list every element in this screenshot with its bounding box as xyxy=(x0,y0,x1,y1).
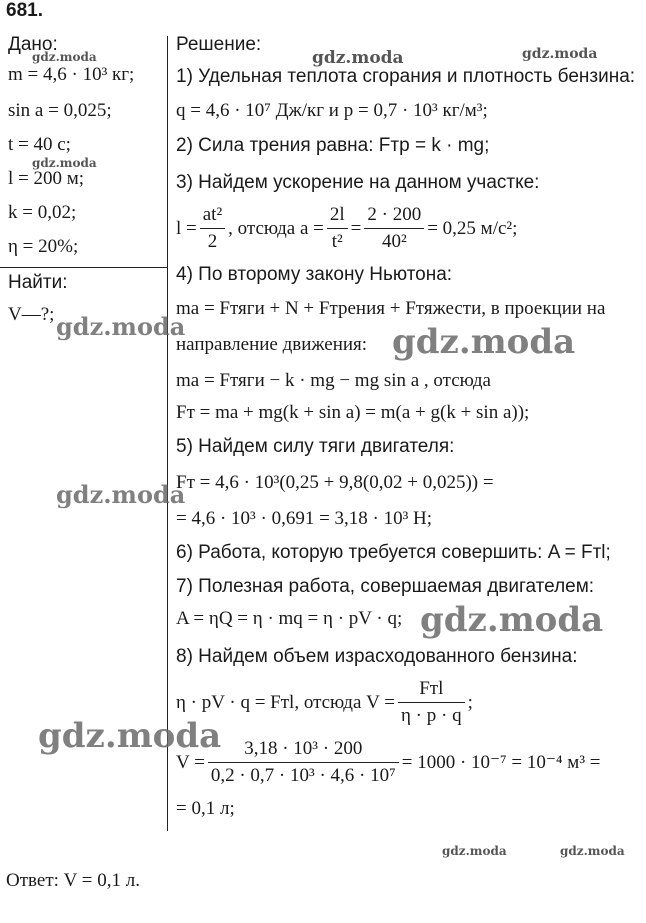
fraction-denominator: η · p · q xyxy=(400,705,462,726)
given-mass: m = 4,6 · 10³ кг; xyxy=(8,64,135,85)
given-header: Дано: xyxy=(8,34,58,55)
find-line: V—?; xyxy=(8,304,55,325)
watermark: gdz.moda xyxy=(312,48,404,68)
fraction-numerator: 2l xyxy=(327,202,348,229)
step-8-calc xyxy=(176,736,600,789)
step-5-line-1: Fт = 4,6 · 10³(0,25 + 9,8(0,02 + 0,025)) = xyxy=(176,472,494,493)
step-4-line-2: направление движения: xyxy=(176,334,368,355)
step-8-v: V = xyxy=(176,751,205,773)
step-4-line-3: ma = Fтяги − k · mg − mg sin a , отсюда xyxy=(176,370,491,391)
step-3: 3) Найдем ускорение на данном участке: xyxy=(176,172,540,193)
step-8-result: = 1000 · 10⁻⁷ = 10⁻⁴ м³ = xyxy=(401,752,601,773)
watermark: gdz.moda xyxy=(522,46,598,62)
watermark: gdz.moda xyxy=(56,312,186,341)
fraction-numerator: at² xyxy=(200,202,225,229)
fraction-numerator: Fтl xyxy=(398,676,465,703)
step-3-lhs: l = xyxy=(176,217,197,239)
fraction-numerator: 3,18 · 10³ · 200 xyxy=(208,736,399,763)
watermark: gdz.moda xyxy=(32,156,97,170)
watermark: gdz.moda xyxy=(420,600,604,640)
step-3-eq: = xyxy=(350,217,362,239)
step-4-line-1: ma = Fтяги + N + Fтрения + Fтяжести, в проекции на xyxy=(176,298,606,319)
step-6: 6) Работа, которую требуется совершить: A = Fтl; xyxy=(176,542,611,563)
fraction-denominator: 0,2 · 0,7 · 10³ · 4,6 · 10⁷ xyxy=(210,765,396,786)
find-header: Найти: xyxy=(8,272,68,293)
step-3-formula xyxy=(176,202,517,255)
step-8-semicolon: ; xyxy=(467,691,473,713)
answer: Ответ: V = 0,1 л. xyxy=(6,870,140,891)
watermark: gdz.moda xyxy=(392,322,576,362)
watermark: gdz.moda xyxy=(56,480,186,509)
given-k: k = 0,02; xyxy=(8,202,77,223)
step-2: 2) Сила трения равна: Fтр = k · mg; xyxy=(176,135,490,156)
fraction-numerator: 2 · 200 xyxy=(364,202,424,229)
given-length: l = 200 м; xyxy=(8,168,85,189)
step-1-formula: q = 4,6 · 10⁷ Дж/кг и p = 0,7 · 10³ кг/м³; xyxy=(176,100,488,121)
fraction-volume-numeric xyxy=(208,736,399,789)
given-eta: η = 20%; xyxy=(8,236,79,257)
given-time: t = 40 с; xyxy=(8,134,71,155)
step-7-line-1: A = ηQ = η · mq = η · pV · q; xyxy=(176,608,403,629)
fraction-2l xyxy=(327,202,348,255)
fraction-volume xyxy=(398,676,465,729)
step-8-lhs: η · pV · q = Fтl, отсюда V = xyxy=(176,691,395,713)
step-4: 4) По второму закону Ньютона: xyxy=(176,264,453,285)
solution-header: Решение: xyxy=(176,34,262,55)
watermark: gdz.moda xyxy=(560,844,625,858)
step-5-line-2: = 4,6 · 10³ · 0,691 = 3,18 · 10³ Н; xyxy=(176,508,433,529)
column-divider xyxy=(167,36,168,831)
step-1: 1) Удельная теплота сгорания и плотность бензина: xyxy=(176,66,636,87)
step-3-mid: , отсюда a = xyxy=(228,217,324,239)
problem-number: 681. xyxy=(6,0,43,21)
given-sin: sin a = 0,025; xyxy=(8,100,112,121)
given-divider xyxy=(0,267,167,268)
fraction-denominator: 2 xyxy=(207,231,218,252)
step-4-line-4: Fт = ma + mg(k + sin a) = m(a + g(k + sin a)); xyxy=(176,402,530,423)
step-7: 7) Полезная работа, совершаемая двигателем: xyxy=(176,576,595,597)
step-8-last: = 0,1 л; xyxy=(176,798,235,819)
watermark: gdz.moda xyxy=(32,50,97,64)
step-3-result: = 0,25 м/с²; xyxy=(427,217,518,239)
step-8: 8) Найдем объем израсходованного бензина: xyxy=(176,646,578,667)
fraction-at2 xyxy=(200,202,225,255)
step-5: 5) Найдем силу тяги двигателя: xyxy=(176,436,455,457)
fraction-denominator: 40² xyxy=(381,231,407,252)
watermark: gdz.moda xyxy=(442,844,507,858)
fraction-denominator: t² xyxy=(331,231,343,252)
fraction-numeric xyxy=(364,202,424,255)
watermark: gdz.moda xyxy=(38,716,222,756)
